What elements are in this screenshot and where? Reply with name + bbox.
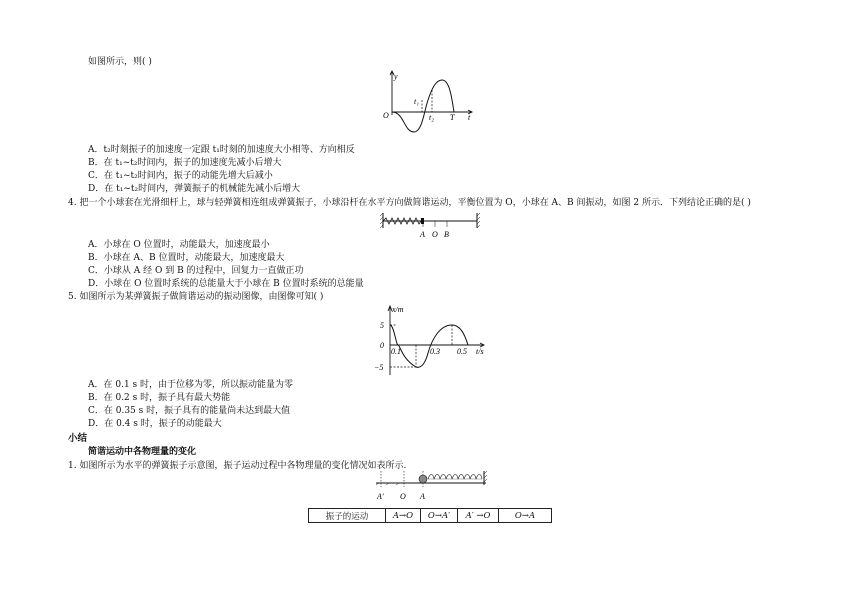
fig3-ylabel: x/m bbox=[392, 305, 404, 314]
question-1: 1. 如图所示为水平的弹簧振子示意图，振子运动过程中各物理量的变化情况如表所示. bbox=[68, 461, 407, 471]
table-cell-motion: 振子的运动 bbox=[309, 509, 386, 523]
table-cell-o-a: O→A bbox=[499, 509, 552, 523]
table-cell-a-o: A→O bbox=[386, 509, 421, 523]
fig1-t1-label: t₁ bbox=[414, 97, 420, 106]
fig1-y-label: y bbox=[394, 72, 398, 81]
table-cell-o-a2: O→A′ bbox=[421, 509, 458, 523]
fig3-tick-0.3: 0.3 bbox=[430, 347, 440, 356]
fig2-A-label: A bbox=[420, 230, 425, 239]
fig2-O-label: O bbox=[432, 230, 438, 239]
fig3-tick-0: 0 bbox=[380, 341, 384, 350]
fig1-T-label: T bbox=[450, 113, 455, 122]
summary-heading: 小结 bbox=[68, 433, 88, 444]
fig3-tick-0.1: 0.1 bbox=[391, 347, 401, 356]
figure-3-displacement-graph bbox=[370, 303, 500, 378]
q5-option-c: C．在 0.35 s 时，振子具有的能量尚未达到最大值 bbox=[88, 406, 291, 416]
q3-option-b: B．在 t₁~t₂时间内，振子的加速度先减小后增大 bbox=[88, 158, 282, 168]
summary-subheading: 简谐运动中各物理量的变化 bbox=[88, 447, 197, 457]
q3-option-a: A．t₂时刻振子的加速度一定跟 t₁时刻的加速度大小相等、方向相反 bbox=[88, 145, 355, 155]
fig1-origin-label: O bbox=[383, 111, 389, 120]
q4-option-b: B．小球在 A、B 位置时，动能最大，加速度最大 bbox=[88, 253, 285, 263]
motion-table bbox=[308, 508, 552, 523]
q4-option-a: A．小球在 O 位置时，动能最大，加速度最小 bbox=[88, 240, 270, 250]
q3-option-d: D．在 t₁~t₂时间内，弹簧振子的机械能先减小后增大 bbox=[88, 184, 301, 194]
figure-1-graph bbox=[380, 70, 480, 125]
question-4: 4. 把一个小球套在光滑细杆上，球与轻弹簧相连组成弹簧振子，小球沿杆在水平方向做简谐运动，平衡位置为 O，小球在 A、B 间振动，如图 2 所示．下列结论正确的是( ) bbox=[68, 198, 751, 208]
q4-option-c: C．小球从 A 经 O 到 B 的过程中，回复力一直做正功 bbox=[88, 266, 304, 276]
fig1-t-label: t bbox=[468, 113, 471, 122]
q5-option-b: B．在 0.2 s 时，振子具有最大势能 bbox=[88, 393, 231, 403]
table-cell-a2-o: A′ →O bbox=[458, 509, 499, 523]
q3-option-c: C．在 t₁~t₂时间内，振子的动能先增大后减小 bbox=[88, 171, 273, 181]
q5-option-a: A．在 0.1 s 时，由于位移为零，所以振动能量为零 bbox=[88, 380, 294, 390]
fig3-tick-0.5: 0.5 bbox=[457, 347, 467, 356]
fig4-A-prime-label: A′ bbox=[377, 492, 384, 501]
figure-2-spring-rod bbox=[380, 212, 480, 240]
fig4-O-label: O bbox=[400, 492, 406, 501]
fig3-tlabel: t/s bbox=[476, 347, 484, 356]
fig3-tick-neg5: −5 bbox=[374, 363, 384, 372]
intro-line: 如图所示，则( ) bbox=[88, 57, 152, 67]
question-5: 5. 如图所示为某弹簧振子做简谐运动的振动图像，由图像可知( ) bbox=[68, 292, 324, 302]
fig3-tick-5: 5 bbox=[380, 321, 384, 330]
fig1-t2-label: t₂ bbox=[429, 113, 435, 122]
q4-option-d: D．小球在 O 位置时系统的总能量大于小球在 B 位置时系统的总能量 bbox=[88, 279, 364, 289]
fig4-A-label: A bbox=[420, 492, 425, 501]
figure-4-spring-oscillator bbox=[376, 469, 491, 503]
q5-option-d: D．在 0.4 s 时，振子的动能最大 bbox=[88, 419, 222, 429]
table-row bbox=[309, 509, 552, 523]
fig2-B-label: B bbox=[444, 230, 449, 239]
